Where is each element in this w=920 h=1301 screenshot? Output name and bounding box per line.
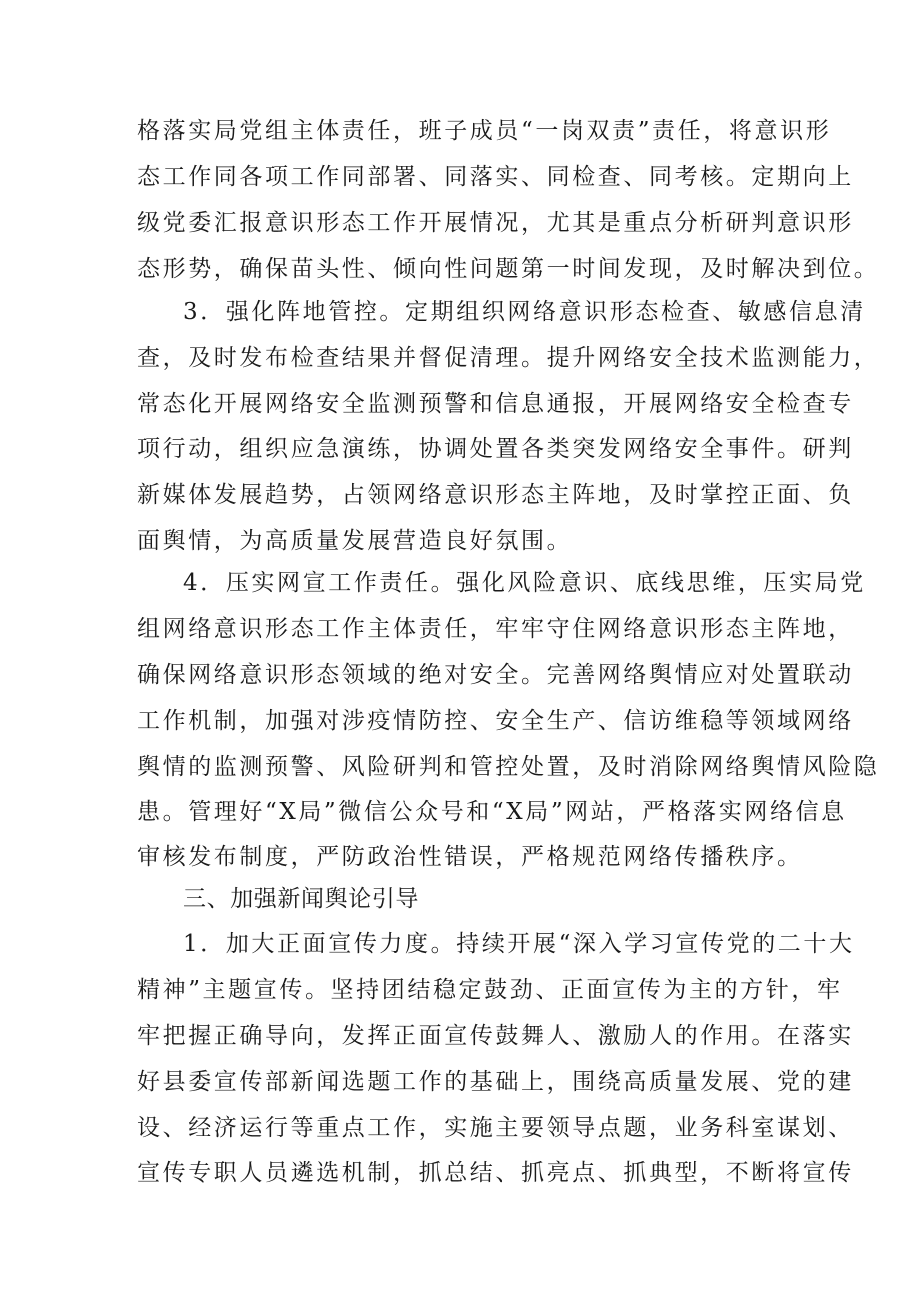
paragraph-1-line-2: 态工作同各项工作同部署、同落实、同检查、同考核。定期向上 xyxy=(137,164,854,190)
paragraph-4-line-1: 1．加大正面宣传力度。持续开展“深入学习宣传党的二十大 xyxy=(183,931,855,957)
paragraph-2-line-3: 常态化开展网络安全监测预警和信息通报，开展网络安全检查专 xyxy=(137,391,854,417)
section-heading: 三、加强新闻舆论引导 xyxy=(183,886,419,912)
paragraph-4-line-5: 设、经济运行等重点工作，实施主要领导点题，业务科室谋划、 xyxy=(137,1115,854,1141)
paragraph-3-line-1: 4．压实网宣工作责任。强化风险意识、底线思维，压实局党 xyxy=(183,570,866,596)
paragraph-4-line-2: 精神”主题宣传。坚持团结稳定鼓劲、正面宣传为主的方针，牢 xyxy=(137,977,843,1003)
paragraph-3-line-7: 审核发布制度，严防政治性错误，严格规范网络传播秩序。 xyxy=(137,844,803,870)
paragraph-4-line-6: 宣传专职人员遴选机制，抓总结、抓亮点、抓典型，不断将宣传 xyxy=(137,1160,854,1186)
paragraph-2-line-4: 项行动，组织应急演练，协调处置各类突发网络安全事件。研判 xyxy=(137,436,854,462)
paragraph-2-line-5: 新媒体发展趋势，占领网络意识形态主阵地，及时掌控正面、负 xyxy=(137,482,854,508)
paragraph-3-line-3: 确保网络意识形态领域的绝对安全。完善网络舆情应对处置联动 xyxy=(137,662,854,688)
paragraph-3-line-6: 患。管理好“X局”微信公众号和“X局”网站，严格落实网络信息 xyxy=(137,799,847,825)
paragraph-3-line-4: 工作机制，加强对涉疫情防控、安全生产、信访维稳等领域网络 xyxy=(137,708,854,734)
paragraph-2-line-1: 3．强化阵地管控。定期组织网络意识形态检查、敏感信息清 xyxy=(183,299,866,325)
paragraph-1-line-3: 级党委汇报意识形态工作开展情况，尤其是重点分析研判意识形 xyxy=(137,210,854,236)
paragraph-2-line-6: 面舆情，为高质量发展营造良好氛围。 xyxy=(137,528,573,554)
paragraph-1-line-4: 态形势，确保苗头性、倾向性问题第一时间发现，及时解决到位。 xyxy=(137,256,880,282)
paragraph-1-line-1: 格落实局党组主体责任，班子成员“一岗双责”责任，将意识形 xyxy=(137,118,832,144)
paragraph-2-line-2: 查，及时发布检查结果并督促清理。提升网络安全技术监测能力， xyxy=(137,345,880,371)
paragraph-3-line-5: 舆情的监测预警、风险研判和管控处置，及时消除网络舆情风险隐 xyxy=(137,754,880,780)
paragraph-3-line-2: 组网络意识形态工作主体责任，牢牢守住网络意识形态主阵地， xyxy=(137,616,854,642)
paragraph-4-line-4: 好县委宣传部新闻选题工作的基础上，围绕高质量发展、党的建 xyxy=(137,1069,854,1095)
paragraph-4-line-3: 牢把握正确导向，发挥正面宣传鼓舞人、激励人的作用。在落实 xyxy=(137,1023,854,1049)
